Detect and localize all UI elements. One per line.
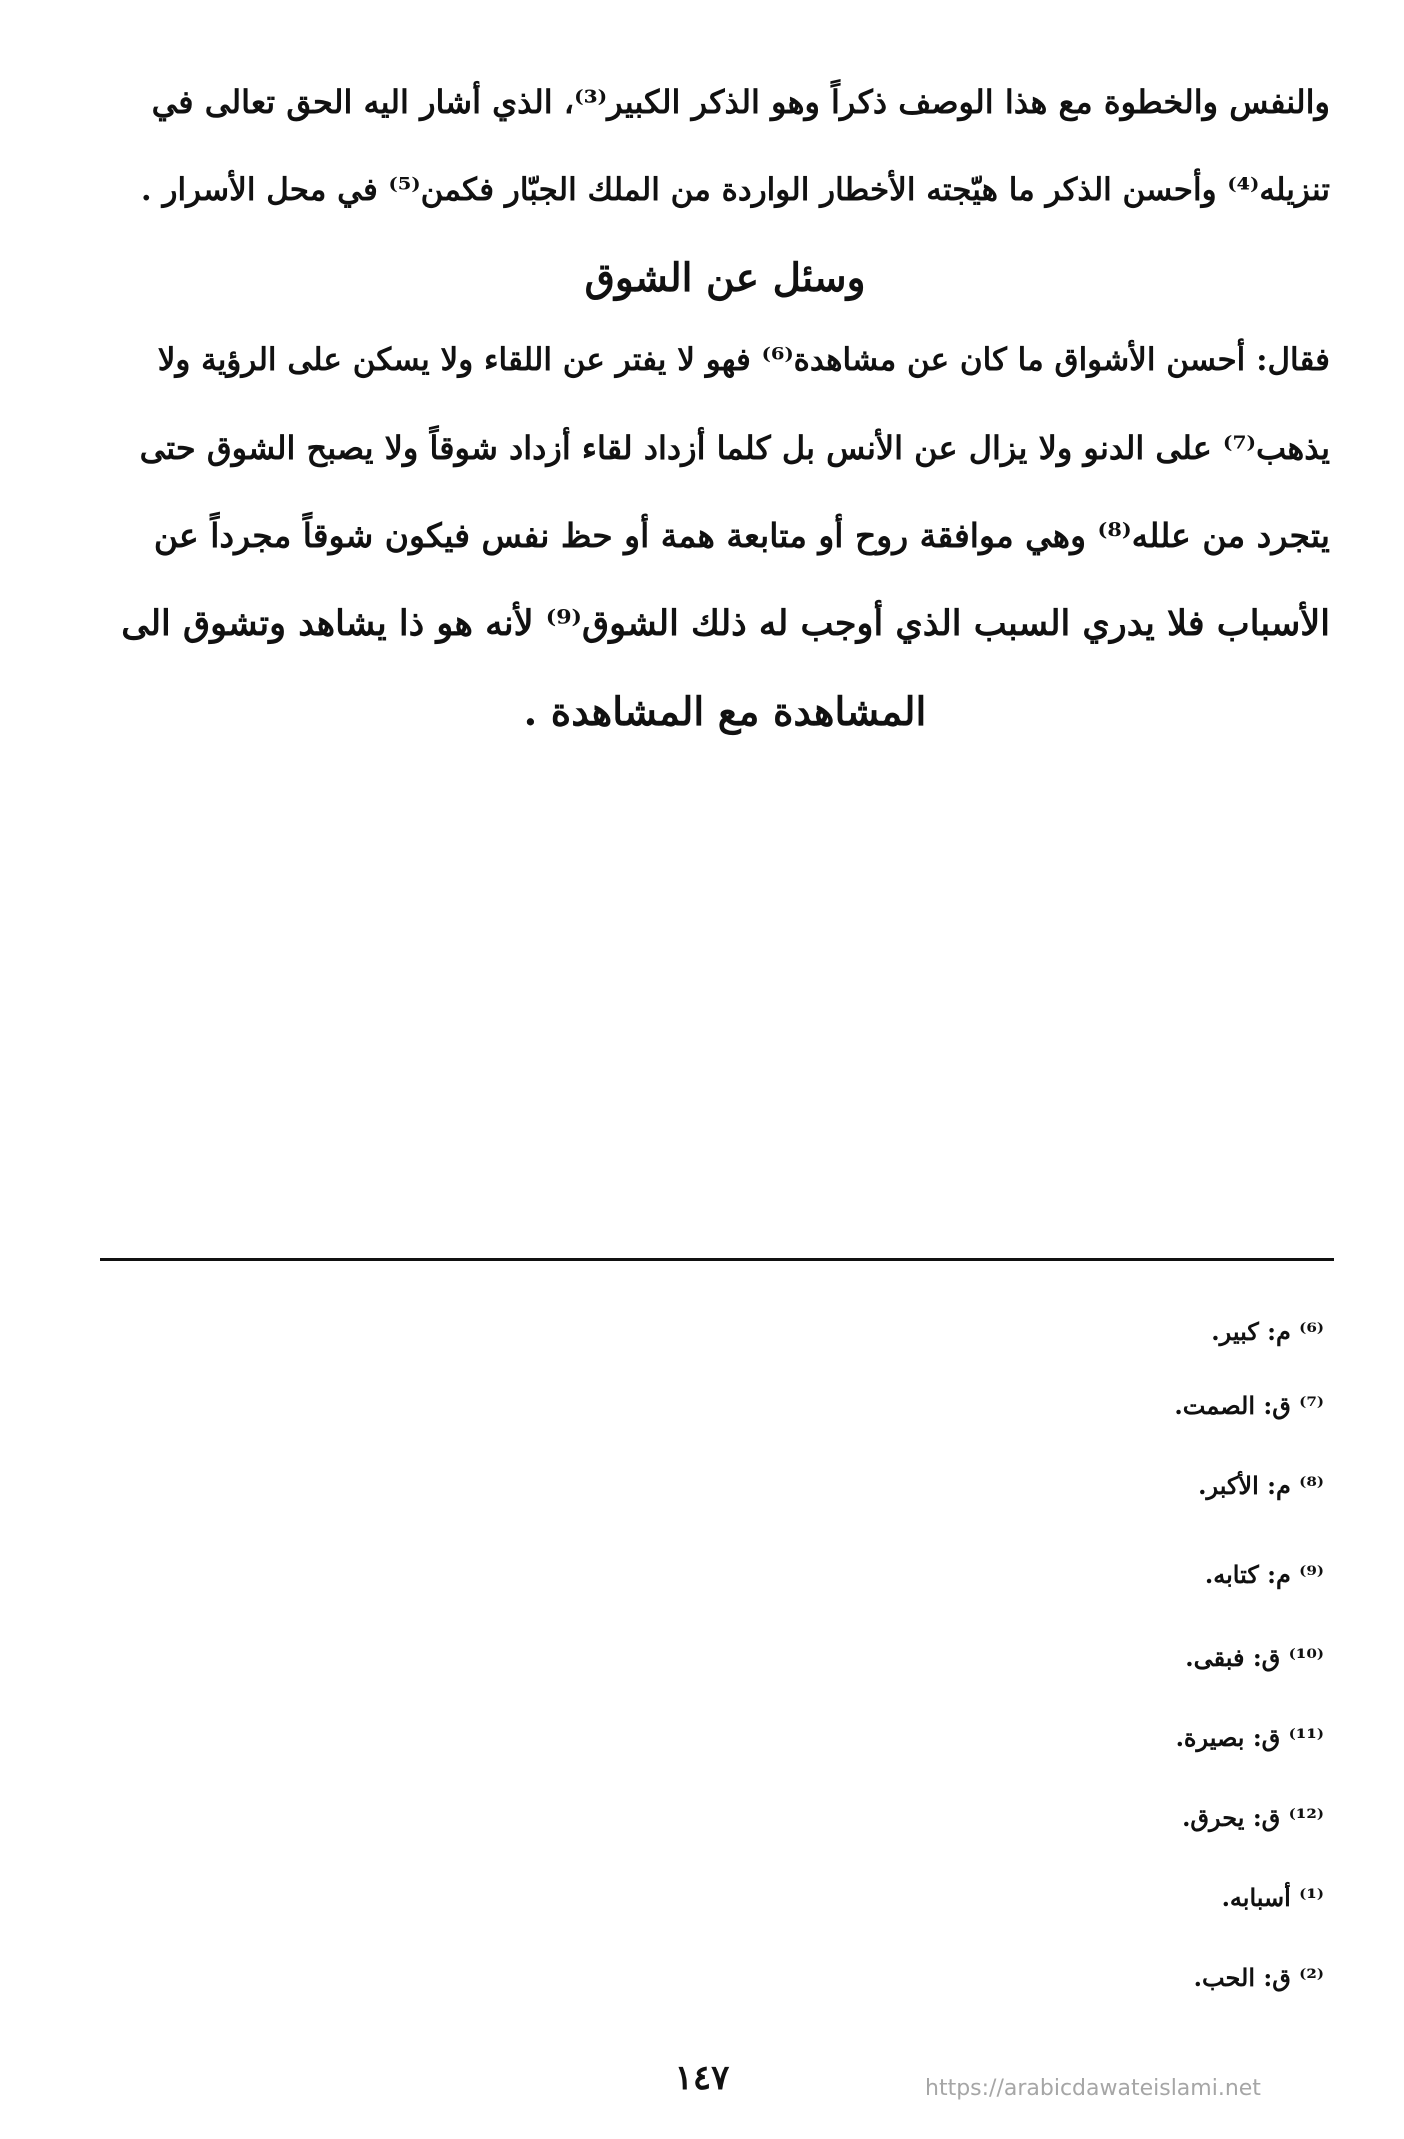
body-line-4: فقال: أحسن الأشواق ما كان عن مشاهدة⁽⁶⁾ فهو لا يفتر عن اللقاء ولا يسكن على الرؤية ولا — [157, 342, 1330, 378]
page-number: ١٤٧ — [674, 2058, 730, 2098]
body-line-1: والنفس والخطوة مع هذا الوصف ذكراً وهو الذكر الكبير⁽³⁾، الذي أشار اليه الحق تعالى في — [151, 83, 1330, 121]
footnote-separator — [100, 1258, 1334, 1261]
body-line-7: الأسباب فلا يدري السبب الذي أوجب له ذلك الشوق⁽⁹⁾ لأنه هو ذا يشاهد وتشوق الى — [121, 603, 1330, 644]
footnote-item: ⁽¹⁾ أسبابه. — [1221, 1883, 1324, 1912]
body-line-6: يتجرد من علله⁽⁸⁾ وهي موافقة روح أو متابعة همة أو حظ نفس فيكون شوقاً مجرداً عن — [153, 516, 1330, 555]
footnote-item: ⁽¹⁰⁾ ق: فبقى. — [1185, 1643, 1324, 1672]
watermark-url: https://arabicdawateislami.net — [925, 2076, 1261, 2101]
body-line-5: يذهب⁽⁷⁾ على الدنو ولا يزال عن الأنس بل كلما أزداد لقاء أزداد شوقاً ولا يصبح الشوق حتى — [139, 429, 1330, 467]
footnote-item: ⁽²⁾ ق: الحب. — [1193, 1963, 1324, 1992]
footnote-item: ⁽¹²⁾ ق: يحرق. — [1182, 1803, 1324, 1832]
footnote-item: ⁽⁶⁾ م: كبير. — [1211, 1317, 1324, 1346]
footnote-item: ⁽⁷⁾ ق: الصمت. — [1174, 1391, 1324, 1420]
footnote-item: ⁽⁸⁾ م: الأكبر. — [1198, 1471, 1324, 1500]
body-line-2: تنزيله⁽⁴⁾ وأحسن الذكر ما هيّجته الأخطار الواردة من الملك الجبّار فكمن⁽⁵⁾ في محل الأسرار . — [140, 172, 1330, 208]
footnote-item: ⁽⁹⁾ م: كتابه. — [1204, 1560, 1324, 1589]
body-line-8: المشاهدة مع المشاهدة . — [523, 689, 927, 735]
section-heading: وسئل عن الشوق — [584, 255, 866, 301]
footnote-item: ⁽¹¹⁾ ق: بصيرة. — [1175, 1723, 1324, 1752]
